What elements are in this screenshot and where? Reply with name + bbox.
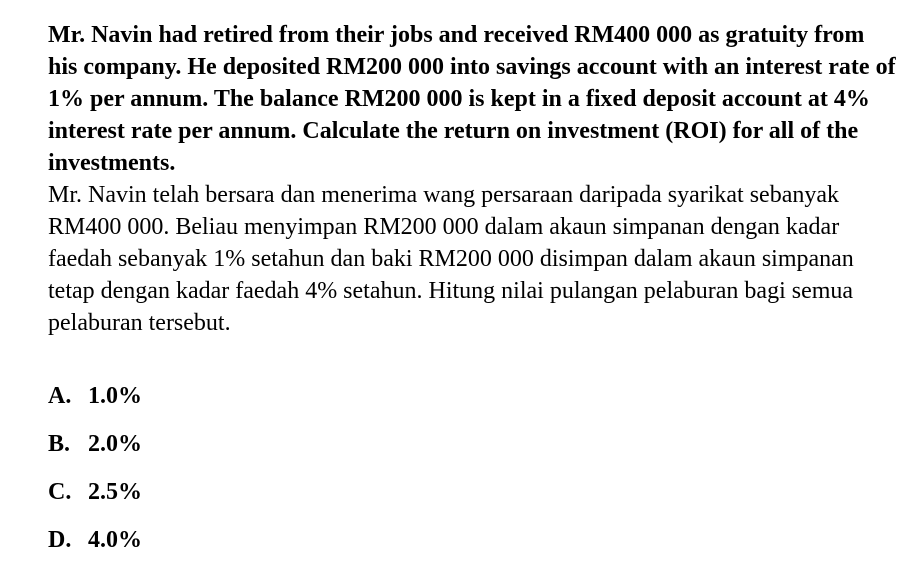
question-block — [48, 19, 896, 339]
option-c[interactable] — [48, 476, 142, 524]
question-text-malay: Mr. Navin telah bersara dan menerima wang persaraan daripada syarikat sebanyak RM400 000. Beliau menyimpan RM200 000 dalam akaun simpanan dengan kadar faedah sebanyak 1% setahun dan baki RM200 000 disimpan dalam akaun simpanan tetap dengan kadar faedah 4% setahun. Hitung nilai pulangan pelaburan bagi semua pelaburan tersebut. — [48, 182, 854, 336]
option-value: 2.5% — [88, 479, 142, 505]
option-letter: D. — [48, 527, 72, 553]
option-letter: B. — [48, 431, 71, 457]
question-text-english: Mr. Navin had retired from their jobs and received RM400 000 as gratuity from his company. He deposited RM200 000 into savings account with an interest rate of 1% per annum. The balance RM200 000 is kept in a fixed deposit account at 4% interest rate per annum. Calculate the return on investment (ROI) for all of the investments. — [48, 22, 896, 176]
option-letter: C. — [48, 479, 72, 505]
answer-options — [48, 380, 142, 572]
option-b[interactable] — [48, 428, 142, 476]
option-letter: A. — [48, 383, 72, 409]
option-value: 4.0% — [88, 527, 142, 553]
option-value: 2.0% — [88, 431, 142, 457]
option-d[interactable] — [48, 524, 142, 572]
option-a[interactable] — [48, 380, 142, 428]
option-value: 1.0% — [88, 383, 142, 409]
